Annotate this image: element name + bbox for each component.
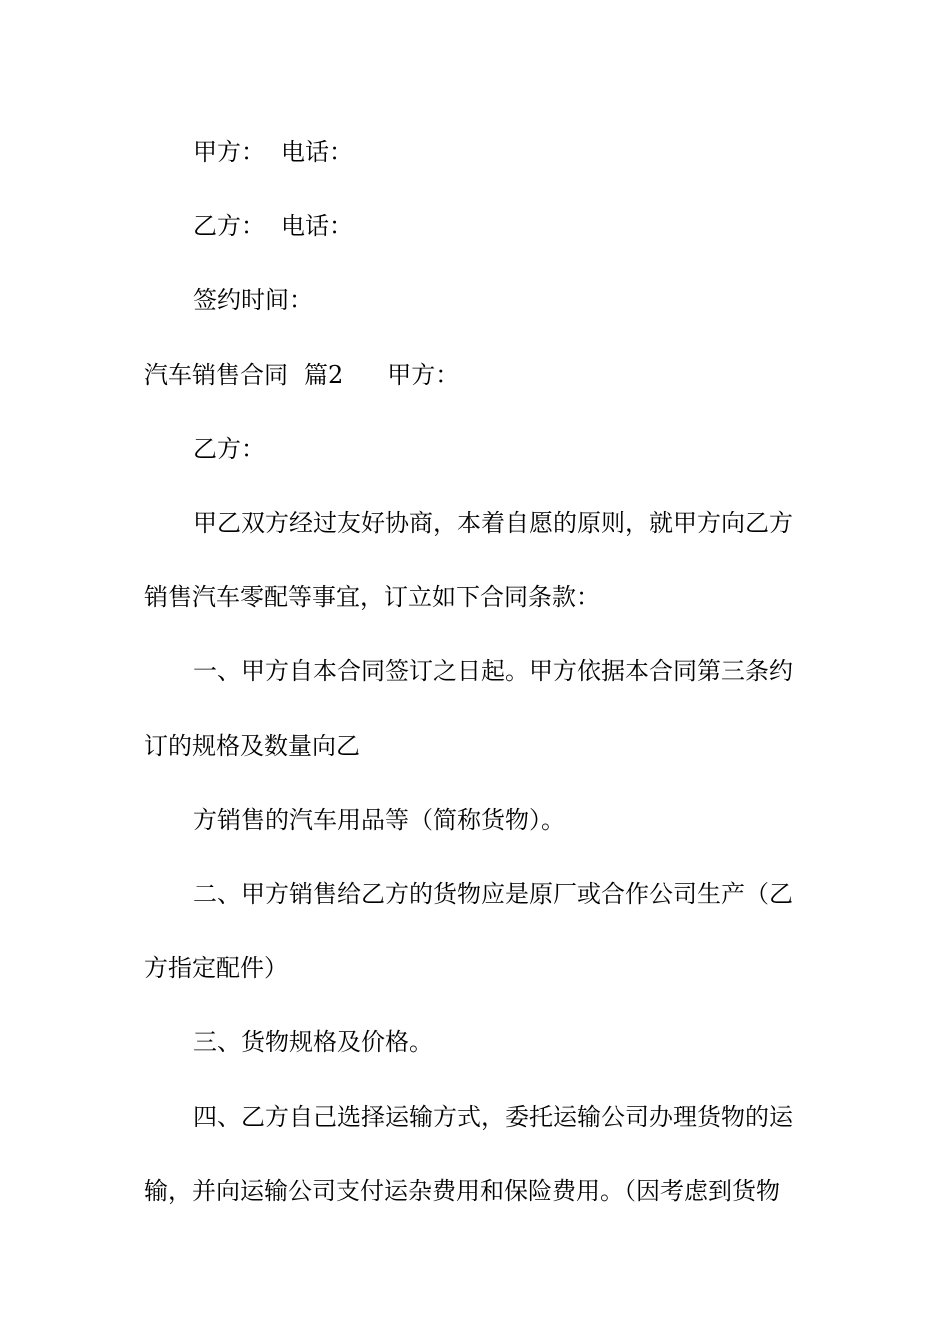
clause-3-line: 三、货物规格及价格。: [193, 1028, 433, 1056]
clause-1-line: 订的规格及数量向乙: [144, 732, 360, 760]
clause-4-line: 输，并向运输公司支付运杂费用和保险费用。（因考虑到货物: [144, 1177, 780, 1205]
clause-4-line: 四、乙方自己选择运输方式，委托运输公司办理货物的运: [193, 1103, 793, 1131]
signing-time-line: 签约时间：: [193, 286, 313, 314]
party-a-phone-label: 电话：: [281, 138, 353, 166]
party-a-label-2: 甲方：: [387, 361, 460, 389]
clause-1-line: 方销售的汽车用品等（简称货物）。: [193, 806, 565, 834]
party-b-line: [193, 211, 813, 241]
party-b-label: 乙方：: [193, 212, 265, 240]
clause-2-line: 方指定配件）: [144, 954, 288, 982]
clause-1-line: 一、甲方自本合同签订之日起。甲方依据本合同第三条约: [193, 657, 793, 685]
section-heading-line: [144, 360, 814, 390]
paragraph-line: 销售汽车零配等事宜，订立如下合同条款：: [144, 583, 600, 611]
party-a-line: [193, 137, 813, 167]
part-number: 篇2: [304, 361, 344, 389]
paragraph-line: 甲乙双方经过友好协商，本着自愿的原则，就甲方向乙方: [193, 509, 793, 537]
party-b-phone-label: 电话：: [281, 212, 353, 240]
clause-2-line: 二、甲方销售给乙方的货物应是原厂或合作公司生产（乙: [193, 880, 793, 908]
contract-title: 汽车销售合同: [144, 361, 288, 389]
party-b-line-2: 乙方：: [193, 435, 265, 463]
party-a-label: 甲方：: [193, 138, 265, 166]
